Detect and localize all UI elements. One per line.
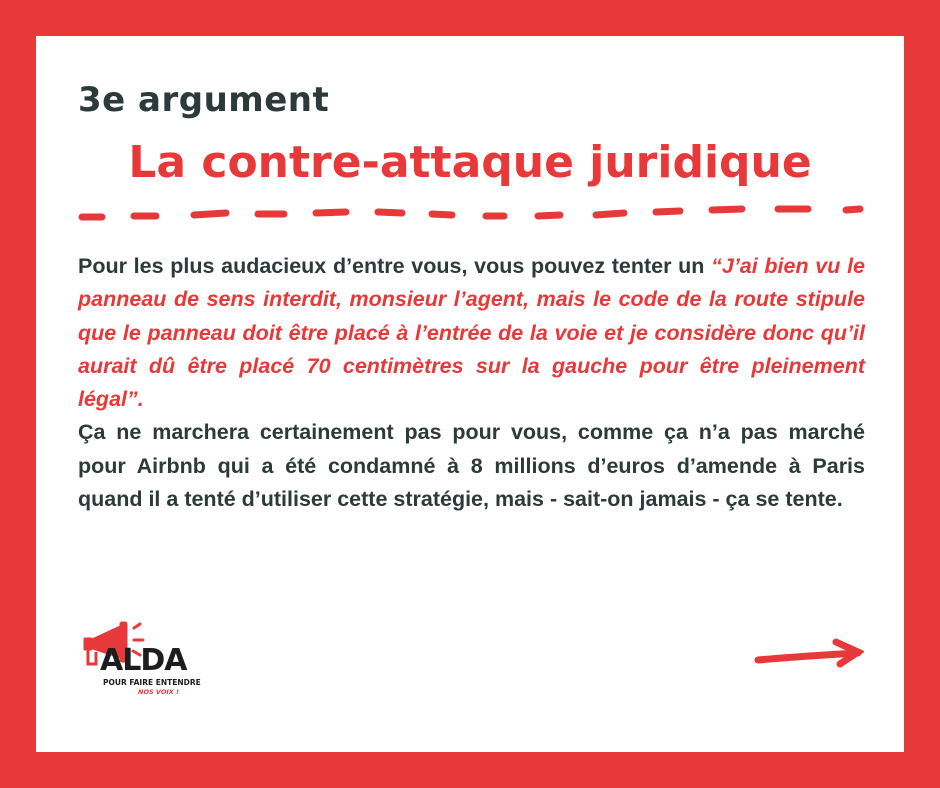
paragraph-1: [78, 250, 865, 416]
slide-body: [78, 250, 865, 516]
logo-wordmark: ALDA: [100, 643, 187, 678]
logo-tagline-accent: NOS VOIX !: [138, 688, 180, 696]
argument-number: 3e argument: [78, 80, 330, 120]
slide-card: [36, 36, 904, 752]
slide-title: La contre-attaque juridique: [128, 137, 812, 188]
quote-text: “J’ai bien vu le panneau de sens interdit, monsieur l’agent, mais le code de la route stipule que le panneau doit être placé à l’entrée de la voie et je considère donc qu’il aurait dû être placé 70 centimètres sur la gauche pour être pleinement légal”.: [78, 254, 866, 412]
paragraph-2: Ça ne marchera certainement pas pour vous, comme ça n’a pas marché pour Airbnb qui a été condamné à 8 millions d’euros d’amende à Paris quand il a tenté d’utiliser cette stratégie, mais - sait-on jamais - ça se tente.: [78, 420, 865, 512]
logo-tagline: POUR FAIRE ENTENDRE: [103, 678, 201, 687]
arrow-right-icon[interactable]: [754, 636, 864, 672]
paragraph-1-lead: Pour les plus audacieux d’entre vous, vous pouvez tenter un: [78, 254, 712, 278]
dashed-underline: [76, 204, 866, 226]
alda-logo: [76, 618, 206, 714]
